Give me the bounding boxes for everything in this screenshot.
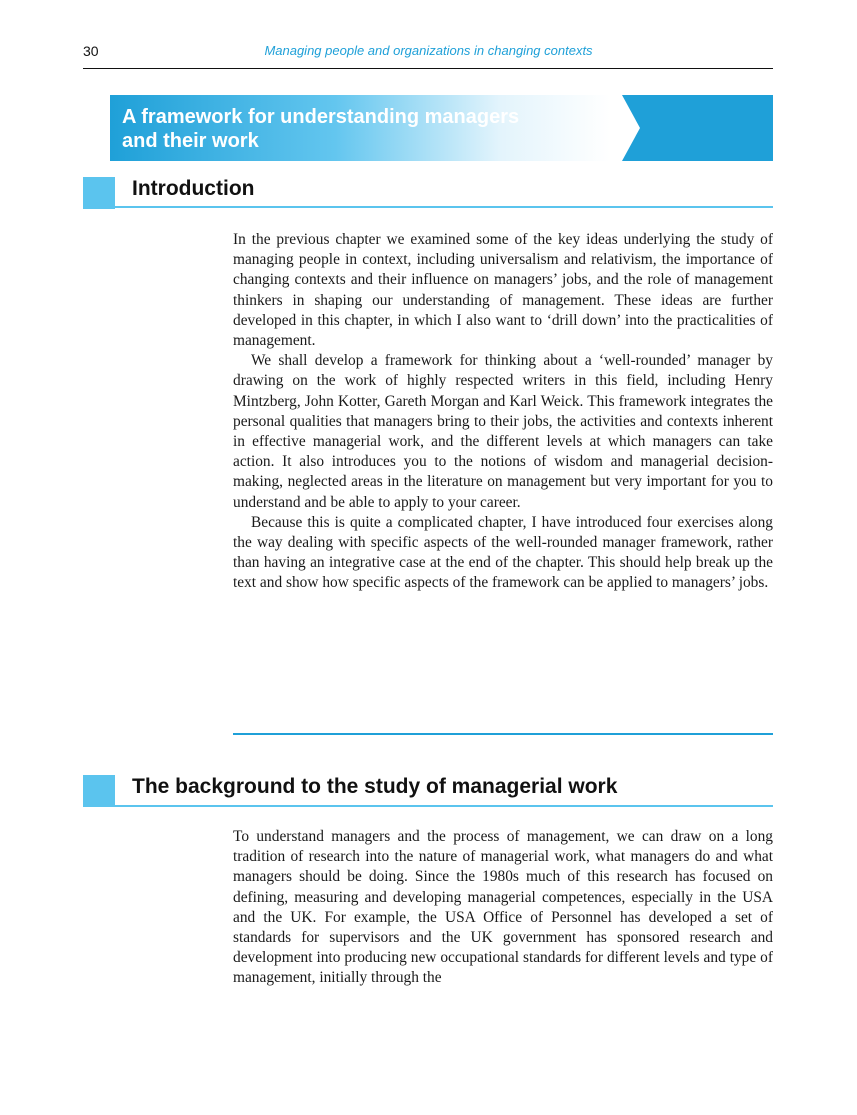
background-body bbox=[233, 827, 773, 989]
header-rule bbox=[83, 68, 773, 69]
paragraph: Because this is quite a complicated chapter, I have introduced four exercises along the way dealing with specific aspects of the well-rounded manager framework, rather than having an integrative case at the end of the chapter. This should help break up the text and show how specific aspects of the framework can be applied to managers’ jobs. bbox=[233, 513, 773, 592]
section-title: Introduction bbox=[132, 177, 255, 200]
paragraph: We shall develop a framework for thinking about a ‘well-rounded’ manager by drawing on the work of highly respected writers in this field, including Henry Mintzberg, John Kotter, Gareth Morgan and Karl Weick. This framework integrates the personal qualities that managers bring to their jobs, the activities and contexts inherent in effective managerial work, and the different levels at which managers can take action. It also introduces you to the notions of wisdom and managerial decision-making, neglected areas in the literature on management but very important for you to understand and be able to apply to your career. bbox=[233, 352, 773, 511]
page-number: 30 bbox=[83, 43, 99, 59]
section-rule bbox=[115, 805, 773, 807]
paragraph: In the previous chapter we examined some of the key ideas underlying the study of managing people in context, including universalism and relativism, the importance of changing contexts and their influence on managers’ jobs, and the role of management thinkers in shaping our understanding of management. These ideas are further developed in this chapter, in which I also want to ‘drill down’ into the practicalities of management. bbox=[233, 231, 773, 350]
section-rule bbox=[115, 206, 773, 208]
section-title: The background to the study of managerial work bbox=[132, 775, 618, 798]
chapter-title-line2: and their work bbox=[122, 130, 259, 152]
chapter-banner bbox=[110, 95, 773, 161]
running-head: Managing people and organizations in changing contexts bbox=[264, 43, 593, 58]
section-marker-square bbox=[83, 775, 115, 807]
section-end-rule bbox=[233, 733, 773, 735]
paragraph: To understand managers and the process of management, we can draw on a long tradition of research into the nature of managerial work, what managers do and what managers should be doing. Since the 1980s much of this research has focused on defining, measuring and developing managerial competences, especially in the USA and the UK. For example, the USA Office of Personnel has developed a set of standards for supervisors and the UK government has sponsored research and development into producing new occupational standards for different levels and type of management, initially through the bbox=[233, 828, 773, 987]
section-heading-background bbox=[0, 771, 857, 811]
section-marker-square bbox=[83, 177, 115, 209]
chapter-title bbox=[122, 105, 519, 153]
introduction-body bbox=[233, 230, 773, 594]
chapter-title-line1: A framework for understanding managers bbox=[122, 106, 520, 128]
section-heading-introduction bbox=[0, 173, 857, 213]
